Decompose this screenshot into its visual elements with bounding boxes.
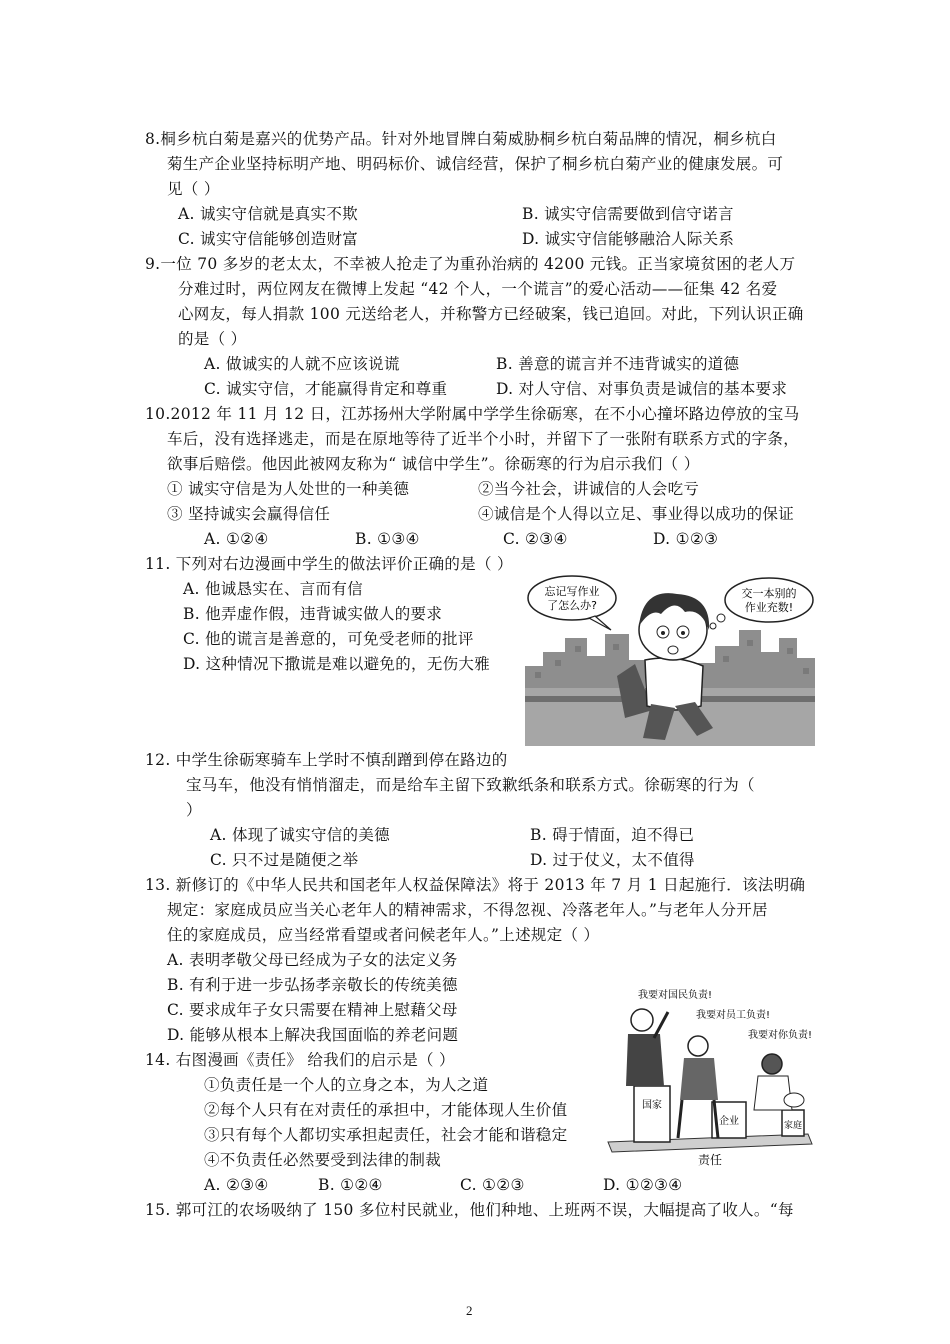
caption-company: 我要对员工负责! <box>696 1010 771 1021</box>
q11-line1: 11. 下列对右边漫画中学生的做法评价正确的是（ ） <box>145 555 513 573</box>
q10-statement-2: ②当今社会，讲诚信的人会吃亏 <box>478 480 700 498</box>
q15-line1: 15. 郭可江的农场吸纳了 150 多位村民就业，他们种地、上班两不误，大幅提高了收人。“每 <box>145 1201 794 1219</box>
page-number: 2 <box>466 1303 473 1318</box>
q14-statement-1: ①负责任是一个人的立身之本，为人之道 <box>204 1076 489 1094</box>
q9-option-d: D. 对人守信、对事负责是诚信的基本要求 <box>496 380 788 398</box>
student-lie-cartoon <box>525 568 815 746</box>
caption-family: 我要对你负责! <box>748 1030 813 1041</box>
q11-option-d: D. 这种情况下撒谎是难以避免的，无伤大雅 <box>183 655 491 673</box>
q10-option-b: B. ①③④ <box>355 530 420 548</box>
q11-option-a: A. 他诚恳实在、言而有信 <box>183 580 363 598</box>
q8-option-c: C. 诚实守信能够创造财富 <box>178 230 359 248</box>
q13-option-d: D. 能够从根本上解决我国面临的养老问题 <box>167 1026 459 1044</box>
q8-option-a: A. 诚实守信就是真实不欺 <box>178 205 358 223</box>
q12-line1: 12. 中学生徐砺寒骑车上学时不慎刮蹭到停在路边的 <box>145 751 508 769</box>
q9-option-b: B. 善意的谎言并不违背诚实的道德 <box>496 355 740 373</box>
q12-option-a: A. 体现了诚实守信的美德 <box>210 826 390 844</box>
q14-statement-2: ②每个人只有在对责任的承担中，才能体现人生价值 <box>204 1101 568 1119</box>
q10-line3: 欲事后赔偿。他因此被网友称为“ 诚信中学生”。徐砺寒的行为启示我们（ ） <box>167 455 700 473</box>
q10-statement-4: ④诚信是个人得以立足、事业得以成功的保证 <box>478 505 795 523</box>
bubble-forgot-line2: 了怎么办? <box>547 599 597 612</box>
bubble-substitute-line2: 作业充数! <box>744 601 794 614</box>
q14-option-b: B. ①②④ <box>318 1176 383 1194</box>
q13-option-a: A. 表明孝敬父母已经成为子女的法定义务 <box>167 951 458 969</box>
q9-line1: 9.一位 70 多岁的老太太，不幸被人抢走了为重孙治病的 4200 元钱。正当家境贫困的老人万 <box>145 255 796 273</box>
q8-option-d: D. 诚实守信能够融洽人际关系 <box>522 230 735 248</box>
q9-line4: 的是（ ） <box>178 330 247 348</box>
q8-line1: 8.桐乡杭白菊是嘉兴的优势产品。针对外地冒牌白菊威胁桐乡杭白菊品牌的情况，桐乡杭白 <box>145 130 777 148</box>
q13-option-b: B. 有利于进一步弘扬孝亲敬长的传统美德 <box>167 976 458 994</box>
q11-option-b: B. 他弄虚作假，违背诚实做人的要求 <box>183 605 443 623</box>
bubble-forgot-line1: 忘记写作业 <box>544 585 600 598</box>
q10-option-a: A. ①②④ <box>204 530 269 548</box>
q9-line2: 分难过时，两位网友在微博上发起 “42 个人，一个谎言”的爱心活动——征集 42 名爱 <box>178 280 778 298</box>
q14-option-a: A. ②③④ <box>204 1176 269 1194</box>
q8-option-b: B. 诚实守信需要做到信守诺言 <box>522 205 734 223</box>
responsibility-cartoon <box>598 982 820 1168</box>
q14-statement-3: ③只有每个人都切实承担起责任，社会才能和谐稳定 <box>204 1126 568 1144</box>
q14-line1: 14. 右图漫画《责任》 给我们的启示是（ ） <box>145 1051 455 1069</box>
q10-statement-1: ① 诚实守信是为人处世的一种美德 <box>167 480 410 498</box>
q12-option-c: C. 只不过是随便之举 <box>210 851 359 869</box>
q12-option-d: D. 过于仗义，太不值得 <box>530 851 695 869</box>
cartoon-title: 责任 <box>697 1153 723 1167</box>
q12-line2: 宝马车，他没有悄悄溜走，而是给车主留下致歉纸条和联系方式。徐砺寒的行为（ <box>186 776 755 794</box>
q9-option-c: C. 诚实守信，才能赢得肯定和尊重 <box>204 380 448 398</box>
q13-line1: 13. 新修订的《中华人民共和国老年人权益保障法》将于 2013 年 7 月 1 日起施行．该法明确 <box>145 876 806 894</box>
q8-line2: 菊生产企业坚持标明产地、明码标价、诚信经营，保护了桐乡杭白菊产业的健康发展。可 <box>167 155 784 173</box>
q10-option-c: C. ②③④ <box>503 530 568 548</box>
q9-line3: 心网友，每人捐款 100 元送给老人，并称警方已经破案，钱已追回。对此，下列认识正确 <box>178 305 804 323</box>
box-family-label: 家庭 <box>783 1121 803 1131</box>
q10-line2: 车后，没有选择逃走，而是在原地等待了近半个小时，并留下了一张附有联系方式的字条， <box>167 430 800 448</box>
box-nation-label: 国家 <box>642 1100 662 1111</box>
q14-option-d: D. ①②③④ <box>603 1176 683 1194</box>
caption-nation: 我要对国民负责! <box>638 990 713 1001</box>
bubble-substitute-line1: 交一本别的 <box>741 587 797 600</box>
q12-option-b: B. 碍于情面，迫不得已 <box>530 826 695 844</box>
q11-option-c: C. 他的谎言是善意的，可免受老师的批评 <box>183 630 474 648</box>
box-company-label: 企业 <box>719 1116 739 1127</box>
q13-line2: 规定：家庭成员应当关心老年人的精神需求，不得忽视、冷落老年人。”与老年人分开居 <box>167 901 768 919</box>
q13-line3: 住的家庭成员，应当经常看望或者问候老年人。”上述规定（ ） <box>167 926 600 944</box>
q13-option-c: C. 要求成年子女只需要在精神上慰藉父母 <box>167 1001 458 1019</box>
q8-line3: 见（ ） <box>167 180 220 198</box>
q10-option-d: D. ①②③ <box>653 530 719 548</box>
q12-line3: ） <box>186 801 202 819</box>
q9-option-a: A. 做诚实的人就不应该说谎 <box>204 355 400 373</box>
q14-statement-4: ④不负责任必然要受到法律的制裁 <box>204 1151 442 1169</box>
q10-line1: 10.2012 年 11 月 12 日，江苏扬州大学附属中学学生徐砺寒，在不小心撞坏路边停放的宝马 <box>145 405 800 423</box>
q10-statement-3: ③ 坚持诚实会赢得信任 <box>167 505 331 523</box>
q14-option-c: C. ①②③ <box>460 1176 525 1194</box>
